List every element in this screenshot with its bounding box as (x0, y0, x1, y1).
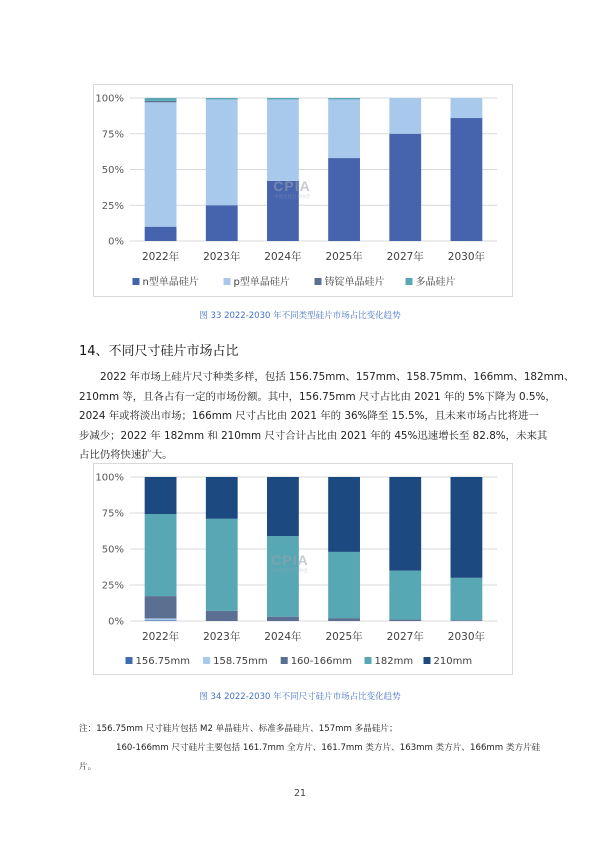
paragraph-line: 占比仍将快速扩大。 (79, 449, 173, 461)
legend-label: 多晶硅片 (415, 277, 456, 288)
bar-segment (206, 98, 238, 99)
bar-segment (145, 101, 177, 102)
bar-segment (206, 205, 238, 241)
legend-swatch (424, 657, 431, 664)
x-tick-label: 2025年 (325, 251, 363, 263)
y-tick-label: 50% (101, 544, 124, 556)
legend-swatch (365, 657, 372, 664)
legend-label: 156.75mm (135, 656, 190, 667)
watermark-logo: CPIA (271, 552, 309, 568)
x-tick-label: 2022年 (141, 631, 180, 643)
bar-segment (451, 98, 483, 118)
bar-segment (267, 98, 299, 99)
bar-segment (206, 477, 238, 519)
y-tick-label: 0% (108, 616, 124, 628)
bar-segment (145, 477, 177, 514)
legend-label: 160-166mm (290, 656, 352, 667)
legend-label: 182mm (374, 656, 414, 667)
bar-segment (389, 477, 421, 571)
figure-33-caption: 图 33 2022-2030 年不同类型硅片市场占比变化趋势 (199, 311, 401, 321)
footnote-line: 片。 (79, 762, 97, 772)
x-tick-label: 2024年 (264, 631, 302, 643)
y-tick-label: 75% (101, 129, 124, 141)
chart-wafer-type (93, 84, 513, 297)
bar-segment (328, 158, 360, 241)
chart-wafer-size (93, 463, 513, 675)
paragraph-line: 2024 年或将淡出市场；166mm 尺寸占比由 2021 年的 36%降至 15.5%，且未来市场占比将进一 (79, 410, 539, 422)
y-tick-label: 100% (95, 472, 124, 484)
watermark-org: 中国光伏行业协会 (274, 195, 310, 200)
legend-label: 210mm (433, 656, 473, 667)
x-tick-label: 2025年 (325, 631, 363, 643)
bar-segment (267, 536, 299, 617)
bar-segment (267, 99, 299, 181)
footnote-line: 160-166mm 尺寸硅片主要包括 161.7mm 全方片、161.7mm 类方片、163mm 类方片、166mm 类方片硅 (116, 743, 541, 753)
x-tick-label: 2030年 (447, 631, 486, 643)
watermark-org: 中国光伏行业协会 (272, 569, 308, 574)
legend-swatch (281, 657, 288, 664)
bar-segment (328, 477, 360, 552)
x-tick-label: 2027年 (386, 251, 424, 263)
x-tick-label: 2030年 (447, 251, 486, 263)
legend-label: 158.75mm (213, 656, 268, 667)
legend-label: n型单晶硅片 (142, 277, 199, 288)
section-paragraph (79, 368, 575, 466)
bar-segment (328, 552, 360, 618)
legend-swatch (406, 278, 413, 285)
chart-wafer-size-svg (94, 464, 514, 676)
bar-segment (328, 99, 360, 158)
bar-segment (328, 618, 360, 621)
page-number: 21 (293, 788, 307, 799)
footnote (79, 720, 541, 777)
bar-segment (206, 611, 238, 621)
bar-segment (451, 118, 483, 241)
legend-label: 铸锭单晶硅片 (324, 277, 385, 288)
x-tick-label: 2023年 (203, 251, 241, 263)
paragraph-line: 210mm 等，且各占有一定的市场份额。其中，156.75mm 尺寸占比由 2021 年的 5%下降为 0.5%， (79, 390, 556, 403)
bar-segment (145, 620, 177, 621)
bar-segment (389, 98, 421, 134)
bar-segment (328, 98, 360, 99)
y-tick-label: 0% (108, 236, 124, 248)
bar-segment (145, 514, 177, 596)
bar-segment (451, 578, 483, 620)
legend-swatch (315, 278, 322, 285)
bar-segment (389, 134, 421, 241)
section-heading: 14、不同尺寸硅片市场占比 (79, 344, 239, 359)
bar-segment (451, 477, 483, 578)
bar-segment (267, 617, 299, 621)
y-tick-label: 25% (101, 580, 124, 592)
bar-segment (451, 620, 483, 621)
bar-segment (145, 596, 177, 618)
x-tick-label: 2023年 (203, 631, 241, 643)
bar-segment (206, 519, 238, 611)
bar-segment (389, 571, 421, 620)
legend-swatch (203, 657, 210, 664)
bar-segment (267, 477, 299, 536)
watermark-logo: CPIA (273, 178, 311, 194)
x-tick-label: 2027年 (386, 631, 424, 643)
y-tick-label: 25% (101, 200, 124, 212)
bar-segment (145, 102, 177, 226)
y-tick-label: 50% (101, 165, 124, 176)
bar-segment (267, 181, 299, 241)
legend-label: p型单晶硅片 (233, 277, 290, 288)
bar-segment (145, 618, 177, 620)
y-tick-label: 100% (95, 93, 124, 105)
paragraph-line: 步减少；2022 年 182mm 和 210mm 尺寸合计占比由 2021 年的 45%迅速增长至 82.8%，未来其 (79, 429, 548, 442)
x-tick-label: 2022年 (141, 251, 180, 263)
bar-segment (145, 227, 177, 241)
y-tick-label: 75% (101, 508, 124, 520)
legend-swatch (126, 657, 133, 664)
legend-swatch (224, 278, 231, 285)
chart-wafer-type-svg (94, 85, 514, 298)
figure-34-caption: 图 34 2022-2030 年不同尺寸硅片市场占比变化趋势 (199, 692, 401, 702)
x-tick-label: 2024年 (264, 251, 302, 263)
legend-swatch (133, 278, 140, 285)
bar-segment (145, 98, 177, 101)
bar-segment (206, 99, 238, 205)
footnote-line: 注：156.75mm 尺寸硅片包括 M2 单晶硅片、标准多晶硅片、157mm 多晶硅片； (79, 724, 398, 734)
bar-segment (389, 620, 421, 621)
paragraph-line: 2022 年市场上硅片尺寸种类多样，包括 156.75mm、157mm、158.75mm、166mm、182mm、 (100, 371, 575, 383)
